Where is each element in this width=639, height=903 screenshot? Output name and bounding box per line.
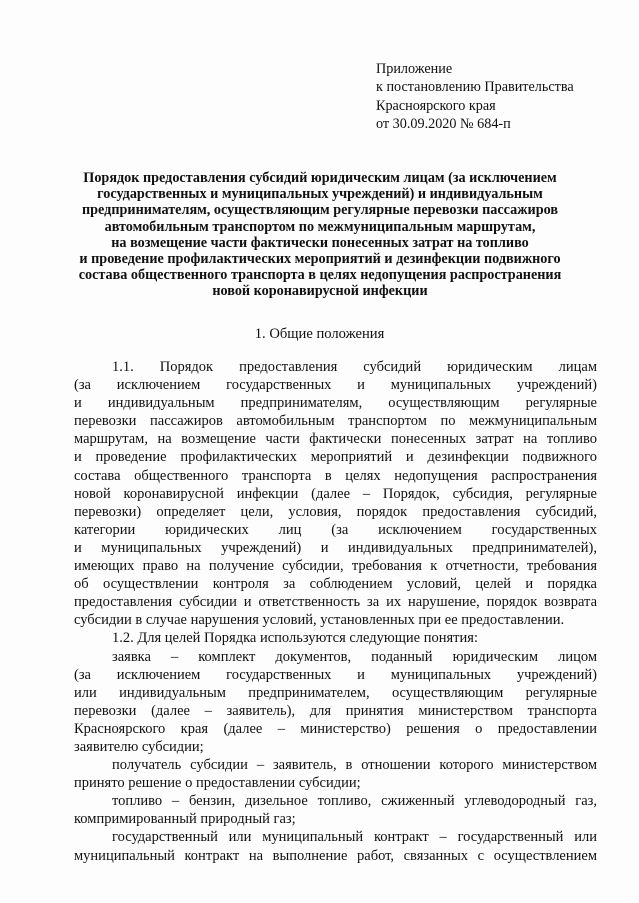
body-line: и муниципальных учреждений) и индивидуальных предпринимателей), — [74, 539, 597, 556]
body-line: имеющих право на получение субсидии, требования к отчетности, требования — [74, 558, 597, 575]
title-line: новой коронавирусной инфекции — [212, 283, 428, 300]
body-line: компримированный природный газ; — [74, 811, 296, 828]
body-line: муниципальный контракт на выполнение работ, связанных с осуществлением — [74, 847, 597, 864]
title-line: и проведение профилактических мероприятий и дезинфекции подвижного — [79, 251, 561, 268]
body-line: 1.2. Для целей Порядка используются следующие понятия: — [112, 630, 478, 647]
body-line: предоставления субсидии и ответственность за их нарушение, порядок возврата — [74, 594, 597, 611]
body-line: об осуществлении контроля за соблюдением условий, целей и порядка — [74, 576, 597, 593]
section-heading: 1. Общие положения — [254, 326, 385, 342]
title-line: на возмещение части фактически понесенных затрат на топливо — [111, 234, 529, 251]
appendix-line: Красноярского края — [376, 97, 496, 114]
body-line: субсидии в случае нарушения условий, установленных при ее предоставлении. — [74, 612, 565, 629]
body-line: 1.1. Порядок предоставления субсидий юридическим лицам — [112, 359, 597, 375]
body-line: и индивидуальным предпринимателям, осуществляющим регулярные — [74, 395, 597, 412]
body-line: перевозки (далее – заявитель), для принятия министерством транспорта — [74, 702, 597, 719]
appendix-line: от 30.09.2020 № 684-п — [376, 115, 511, 132]
document-title — [40, 170, 600, 300]
title-line: предпринимателям, осуществляющим регулярные перевозки пассажиров — [81, 202, 558, 219]
body-line: или индивидуальным предпринимателем, осуществляющим регулярные — [74, 684, 597, 701]
title-line: состава общественного транспорта в целях недопущения распространения — [78, 267, 562, 284]
body-line: заявителю субсидии; — [74, 738, 204, 755]
body-line: заявка – комплект документов, поданный юридическим лицом — [112, 648, 597, 665]
body-line: Красноярского края (далее – министерство) решения о предоставлении — [74, 720, 597, 737]
body-line: (за исключением государственных и муниципальных учреждений) — [74, 666, 597, 683]
body-line: государственный или муниципальный контракт – государственный или — [112, 829, 597, 846]
title-line: государственных и муниципальных учреждений) и индивидуальным — [97, 186, 543, 203]
appendix-line: к постановлению Правительства — [376, 79, 574, 96]
body-line: перевозки пассажиров автомобильным транспортом по межмуниципальным — [74, 413, 597, 430]
appendix-line: Приложение — [376, 61, 453, 77]
body-line: маршрутам, на возмещение части фактически понесенных затрат на топливо — [74, 431, 597, 448]
title-line: автомобильным транспортом по межмуниципальным маршрутам, — [104, 218, 536, 235]
body-line: перевозки) определяет цели, условия, порядок предоставления субсидий, — [74, 503, 597, 520]
body-line: получатель субсидии – заявитель, в отношении которого министерством — [112, 757, 597, 774]
body-line: топливо – бензин, дизельное топливо, сжиженный углеводородный газ, — [112, 793, 597, 810]
body-line: принято решение о предоставлении субсидии; — [74, 775, 361, 792]
document-body — [74, 358, 597, 865]
body-line: новой коронавирусной инфекции (далее – Порядок, субсидия, регулярные — [74, 485, 597, 502]
appendix-header — [376, 60, 626, 133]
body-line: (за исключением государственных и муниципальных учреждений) — [74, 377, 597, 394]
body-line: состава общественного транспорта в целях недопущения распространения — [74, 467, 597, 484]
body-line: категории юридических лиц (за исключением государственных — [74, 521, 597, 538]
body-line: и проведение профилактических мероприятий и дезинфекции подвижного — [74, 449, 597, 466]
title-line: Порядок предоставления субсидий юридическим лицам (за исключением — [83, 170, 557, 186]
